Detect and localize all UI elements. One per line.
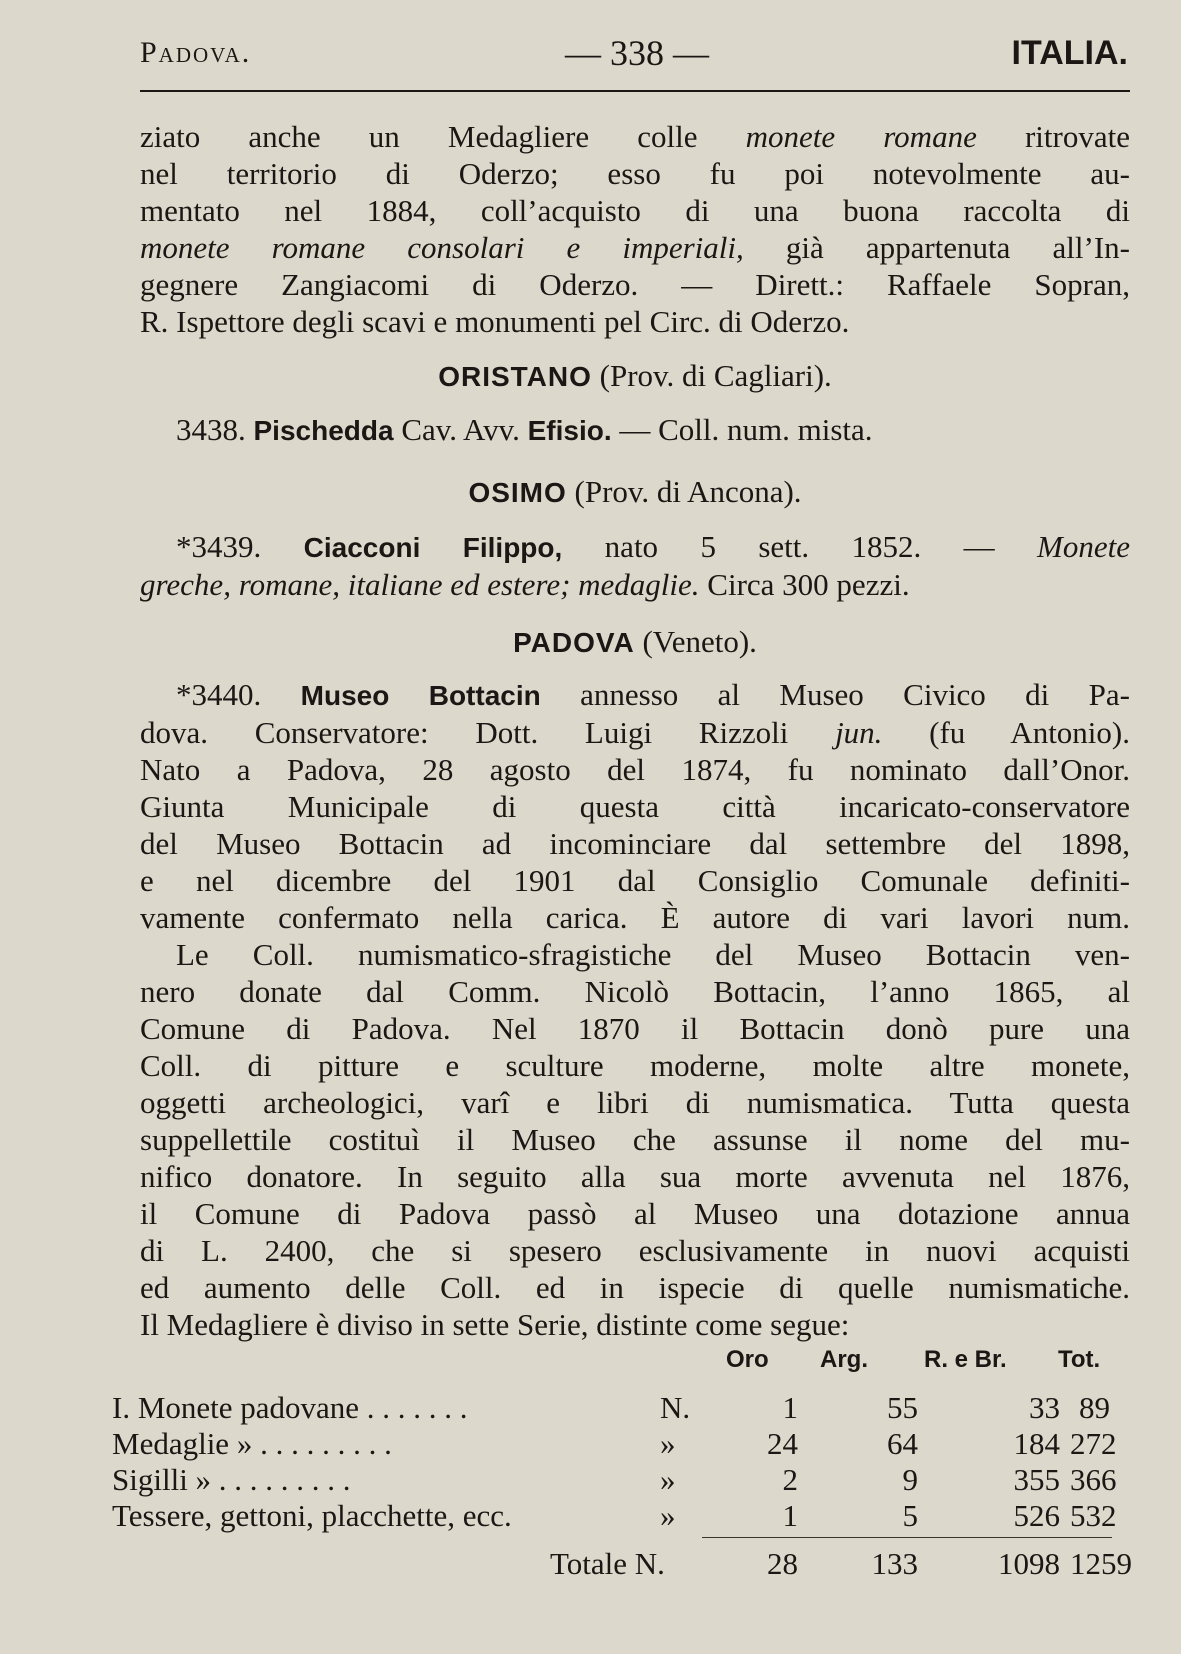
col-header-rbr: R. e Br. xyxy=(924,1346,1007,1373)
intro-paragraph: ziato anche un Medagliere colle monete romane ritrovate nel territorio di Oderzo; esso fu poi notevolmente au- mentato nel 1884, coll’acquisto di una buona raccolta di monete romane consolari e imperiali, già appartenuta all’In- gegnere Zangiacomi di Oderzo. — Dirett.: Raffaele Sopran, R. Ispettore degli scavi e monumenti pel Circ. di Oderzo. xyxy=(140,119,1130,339)
table-total-row: Totale N. 28 133 1098 1259 xyxy=(550,1546,1132,1581)
section-heading-oristano: ORISTANO (Prov. di Cagliari). xyxy=(438,358,832,393)
table-row: I. Monete padovane . . . . . . . N. 1 55 33 89 xyxy=(112,1390,1110,1425)
table-row: Tessere, gettoni, placchette, ecc. » 1 5 526 532 xyxy=(112,1498,1117,1533)
entry-3438: 3438. Pischedda Cav. Avv. Efisio. — Coll. num. mista. xyxy=(176,412,873,447)
page-number: — 338 — xyxy=(565,33,709,73)
section-heading-osimo: OSIMO (Prov. di Ancona). xyxy=(468,474,802,509)
col-header-oro: Oro xyxy=(726,1346,769,1373)
table-row: Sigilli » . . . . . . . . . » 2 9 355 366 xyxy=(112,1462,1117,1497)
col-header-tot: Tot. xyxy=(1058,1346,1101,1373)
header-city: Padova. xyxy=(140,36,252,69)
section-heading-padova: PADOVA (Veneto). xyxy=(513,624,757,659)
table-header-row xyxy=(112,1346,1112,1382)
total-rule xyxy=(702,1537,1112,1538)
col-header-arg: Arg. xyxy=(820,1346,868,1373)
entry-3440: *3440. Museo Bottacin annesso al Museo Civico di Pa- dova. Conservatore: Dott. Luigi Rizzoli jun. (fu Antonio). Nato a Padova, 28 agosto del 1874, fu nominato dall’Onor. Giunta Municipale di questa città incaricato-conservatore del Museo Bottacin ad incominciare dal settembre del 1898, e nel dicembre del 1901 dal Consiglio Comunale definiti- vamente confermato nella carica. È autore di vari lavori num. Le Coll. numismatico-sfragistiche del Museo Bottacin ven- nero donate dal Comm. Nicolò Bottacin, l’anno 1865, al Comune di Padova. Nel 1870 il Bottacin donò pure una Coll. di pitture e sculture moderne, molte altre monete, oggetti archeologici, varî e libri di numismatica. Tutta questa suppellettile costituì il Museo che assunse il nome del mu- nifico donatore. In seguito alla sua morte avvenuta nel 1876, il Comune di Padova passò al Museo una dotazione annua di L. 2400, che si spesero esclusivamente in nuovi acquisti ed aumento delle Coll. ed in ispecie di quelle numismatiche. Il Medagliere è diviso in sette Serie, distinte come segue: xyxy=(140,677,1130,1342)
running-header xyxy=(140,32,1128,82)
entry-3439: *3439. Ciacconi Filippo, nato 5 sett. 1852. — Monete greche, romane, italiane ed estere; medaglie. Circa 300 pezzi. xyxy=(140,529,1131,602)
table-row: Medaglie » . . . . . . . . . » 24 64 184 272 xyxy=(112,1426,1117,1461)
header-country: ITALIA. xyxy=(1011,34,1128,72)
header-rule xyxy=(140,90,1130,92)
